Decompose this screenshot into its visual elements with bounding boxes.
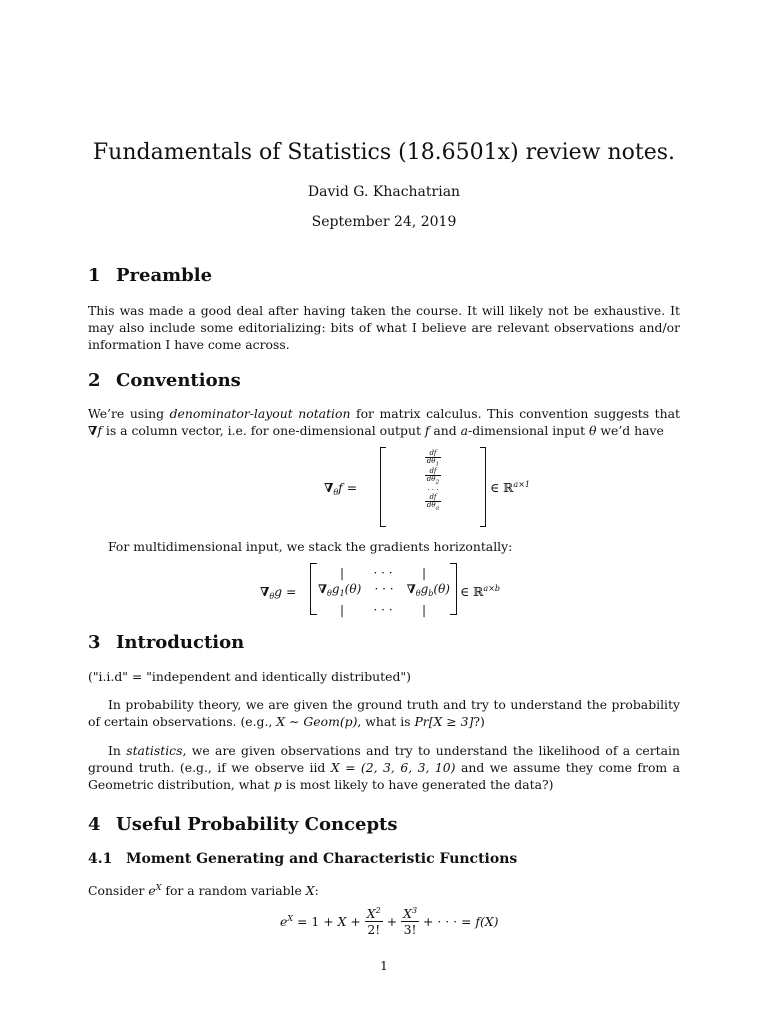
gradient-entries: $\frac{df}{d\theta_1}$ $\frac{df}{d\theta_2}$ · · · $\frac{df}{d\theta_a}$	[426, 449, 440, 512]
statistics-term: statistics	[126, 743, 183, 758]
section-number: 3	[88, 632, 101, 653]
conventions-paragraph-2: For multidimensional input, we stack the gradients horizontally:	[108, 539, 513, 554]
section-heading-conventions	[88, 370, 241, 391]
section-title: Preamble	[116, 265, 213, 286]
section-heading-preamble	[88, 265, 212, 286]
section-title: Introduction	[116, 632, 245, 653]
section-heading-useful-probability	[88, 814, 398, 835]
subsection-heading-mgf	[88, 851, 517, 867]
matrix-lhs: $\nabla_\theta g$ =	[260, 584, 297, 601]
matrix-rhs: ∈ ℝ$^{a\times b}$	[460, 584, 501, 599]
denominator-layout-term: denominator-layout notation	[169, 406, 351, 421]
section-title: Conventions	[116, 370, 241, 391]
iid-definition: ("i.i.d" = "independent and identically distributed")	[88, 669, 411, 684]
section-number: 2	[88, 370, 101, 391]
subsection-number: 4.1	[88, 851, 113, 867]
paper-page	[88, 0, 680, 1024]
right-bracket	[450, 563, 457, 615]
paper-title: Fundamentals of Statistics (18.6501x) review notes.	[92, 140, 676, 165]
statistics-paragraph: In statistics, we are given observations and try to understand the likelihood of a certain ground truth. (e.g., if we observe iid X = (2, 3, 6, 3, 10) and we assume they come from a Geometric distribution, what p is most likely to have generated the data?)	[88, 743, 681, 792]
left-bracket	[310, 563, 317, 615]
section-number: 4	[88, 814, 101, 835]
paper-author: David G. Khachatrian	[307, 184, 461, 200]
subsection-title: Moment Generating and Characteristic Functions	[126, 851, 518, 867]
gradient-lhs: $\nabla_\theta f$ =	[324, 480, 358, 497]
page-number: 1	[380, 958, 388, 973]
gradient-rhs: ∈ ℝ$^{a\times 1}$	[490, 480, 530, 495]
probability-paragraph: In probability theory, we are given the ground truth and try to understand the probability of certain observations. (e.g., X ∼ Geom(p), what is Pr[X ≥ 3]?)	[88, 697, 680, 729]
exponential-series-equation: $e^X$ = 1 + X + $\frac{X^2}{2!}$ + $\frac{X^3}{3!}$ + · · · = f(X)	[280, 906, 499, 937]
section-title: Useful Probability Concepts	[116, 814, 398, 835]
conventions-paragraph: We’re using denominator-layout notation for matrix calculus. This convention suggests that ∇f is a column vector, i.e. for one-dimensional output f and a-dimensional input θ we’d have	[88, 406, 680, 438]
matrix-entries: | · · · | $\nabla_\theta g_1(\theta)$ · · · $\nabla_\theta g_b(\theta)$ | · · · |	[318, 566, 450, 617]
mgf-paragraph: Consider $e^X$ for a random variable X:	[88, 883, 319, 898]
preamble-paragraph: This was made a good deal after having taken the course. It will likely not be exhaustive. It may also include some editorializing: bits of what I believe are relevant observations and/or information I have come across.	[88, 303, 680, 352]
paper-date: September 24, 2019	[311, 214, 457, 230]
section-number: 1	[88, 265, 101, 286]
section-heading-introduction	[88, 632, 244, 653]
right-bracket	[480, 447, 486, 527]
